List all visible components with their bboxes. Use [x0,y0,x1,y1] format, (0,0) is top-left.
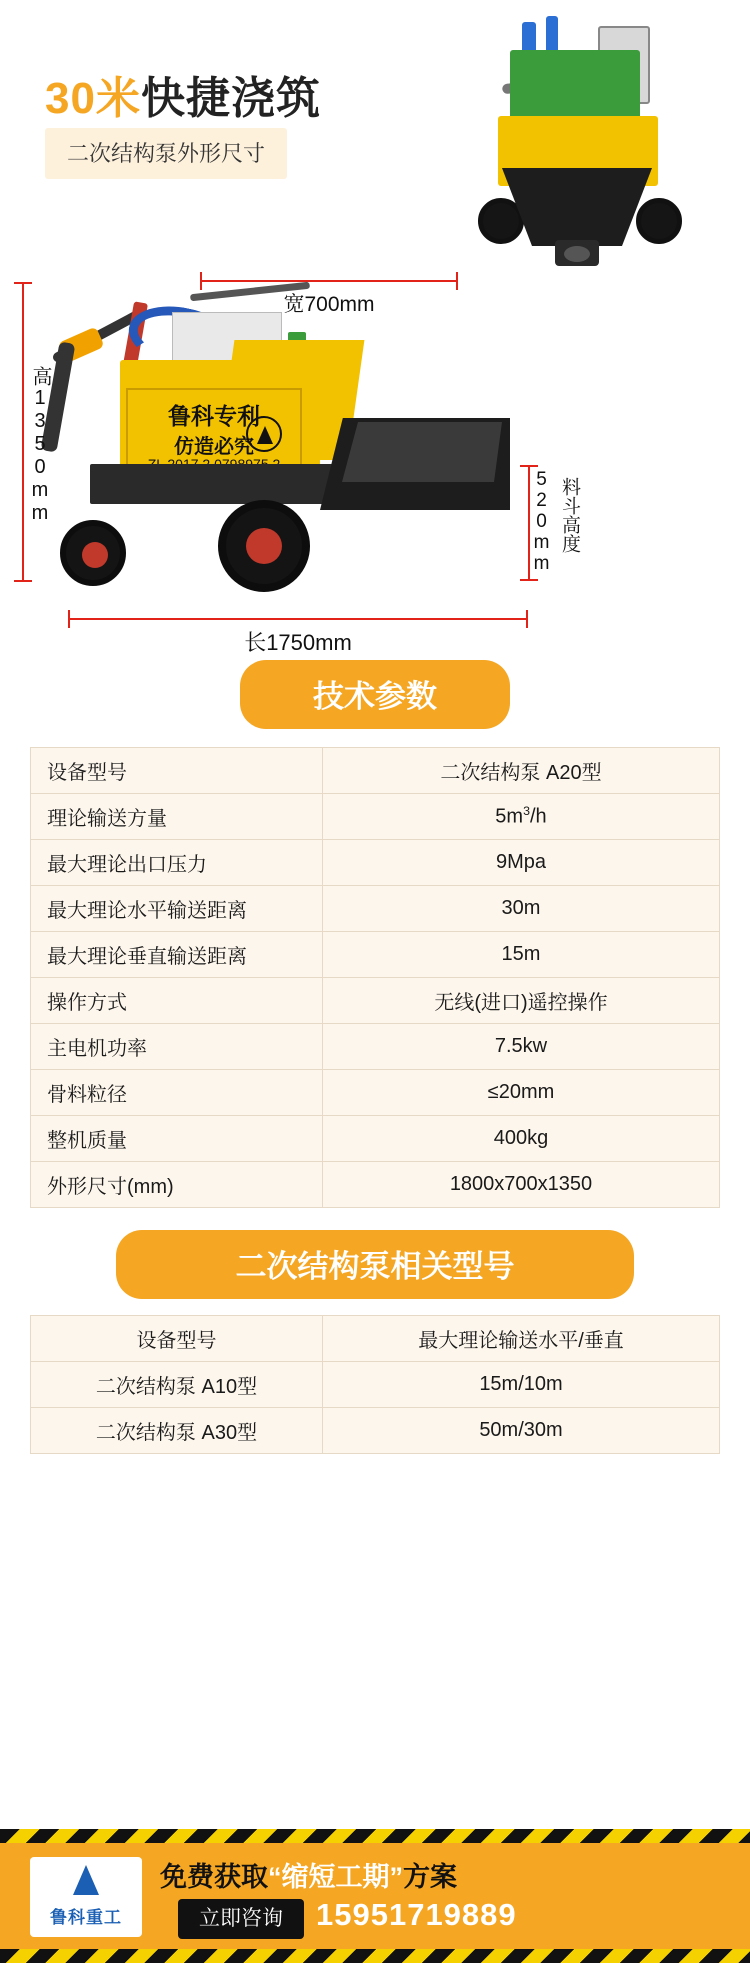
table-row [31,1408,720,1454]
wheel-small-front [60,520,126,586]
table-row [31,1070,720,1116]
param-key: 骨料粒径 [31,1070,323,1116]
table-row [31,1116,720,1162]
dimension-width-label: 宽700mm [283,293,375,316]
dimension-height-cap-top [14,282,32,284]
footer-headline [160,1855,730,1894]
hazard-stripe-bottom [0,1949,750,1963]
dimension-hopper-value-label: 520mm [531,469,552,574]
hero-section [0,0,750,660]
dimension-height-label: 高1350mm [29,366,51,525]
hopper-interior [342,422,502,482]
param-value: 1800x700x1350 [323,1162,720,1208]
footer-headline-post: 方案 [403,1862,457,1892]
dimension-height-cap-bottom [14,580,32,582]
consult-button[interactable]: 立即咨询 [178,1899,304,1939]
dimension-length-line [68,618,528,620]
dimension-length [68,608,528,654]
hopper-front [502,168,652,246]
table-row [31,932,720,978]
param-value: 7.5kw [323,1024,720,1070]
param-key: 最大理论出口压力 [31,840,323,886]
section-heading-parameters: 技术参数 [240,660,510,729]
brand-logo-icon [246,416,282,452]
models-table [30,1315,720,1454]
param-key: 理论输送方量 [31,794,323,840]
page-title-rest: 快捷浇筑 [140,74,321,123]
param-key: 外形尺寸(mm) [31,1162,323,1208]
wheel-large-rear [218,500,310,592]
model-name: 二次结构泵 A30型 [31,1408,323,1454]
table-row [31,794,720,840]
support-pole-icon [190,282,310,302]
table-row [31,1162,720,1208]
table-row [31,840,720,886]
model-range: 50m/30m [323,1408,720,1454]
page-title [45,62,321,126]
company-logo [30,1857,142,1937]
dimension-hopper-cap-bottom [520,579,538,581]
param-value: 二次结构泵 A20型 [323,748,720,794]
param-value: 9Mpa [323,840,720,886]
param-key: 整机质量 [31,1116,323,1162]
table-header-row [31,1316,720,1362]
models-header-key: 设备型号 [31,1316,323,1362]
table-row [31,1362,720,1408]
dimension-hopper-cap-top [520,465,538,467]
dimension-hopper-height [520,465,580,581]
hazard-stripe-top [0,1829,750,1843]
param-value: ≤20mm [323,1070,720,1116]
param-value: $5m^3/h$ [323,794,720,840]
param-value: 30m [323,886,720,932]
company-logo-name: 鲁科重工 [50,1908,122,1927]
outlet-spout-icon [555,240,599,266]
machine-front-view-image [450,8,720,263]
company-logo-icon [65,1865,107,1901]
param-value: 15m [323,932,720,978]
parameters-table [30,747,720,1208]
dimension-hopper-name-label: 料斗高度 [559,477,580,553]
page-title-accent: 30米 [45,74,141,123]
model-range: 15m/10m [323,1362,720,1408]
table-row [31,1024,720,1070]
patent-plate-line1: 鲁科专利 [168,403,260,429]
param-key: 最大理论垂直输送距离 [31,932,323,978]
param-key: 主电机功率 [31,1024,323,1070]
chassis-frame [90,464,350,504]
patent-plate [126,388,302,476]
dimension-length-label: 长1750mm [244,630,352,655]
footer-headline-highlight: “缩短工期” [268,1862,403,1892]
table-row [31,978,720,1024]
table-row [31,748,720,794]
param-value: 无线(进口)遥控操作 [323,978,720,1024]
patent-plate-line2: 仿造必究 [174,436,254,458]
param-key: 最大理论水平输送距离 [31,886,323,932]
page-subtitle: 二次结构泵外形尺寸 [45,128,287,179]
table-row [31,886,720,932]
machine-side-view-image [20,268,600,618]
wheel-front-right [636,198,682,244]
section-heading-models: 二次结构泵相关型号 [116,1230,634,1299]
dimension-height-line [22,282,24,582]
dimension-height [14,282,54,582]
footer-headline-pre: 免费获取 [160,1862,268,1892]
model-name: 二次结构泵 A10型 [31,1362,323,1408]
footer-banner [0,1829,750,1963]
motor-housing-icon [510,50,640,122]
param-key: 设备型号 [31,748,323,794]
param-value: 400kg [323,1116,720,1162]
phone-number[interactable]: 15951719889 [316,1897,517,1932]
param-key: 操作方式 [31,978,323,1024]
models-header-value: 最大理论输送水平/垂直 [323,1316,720,1362]
